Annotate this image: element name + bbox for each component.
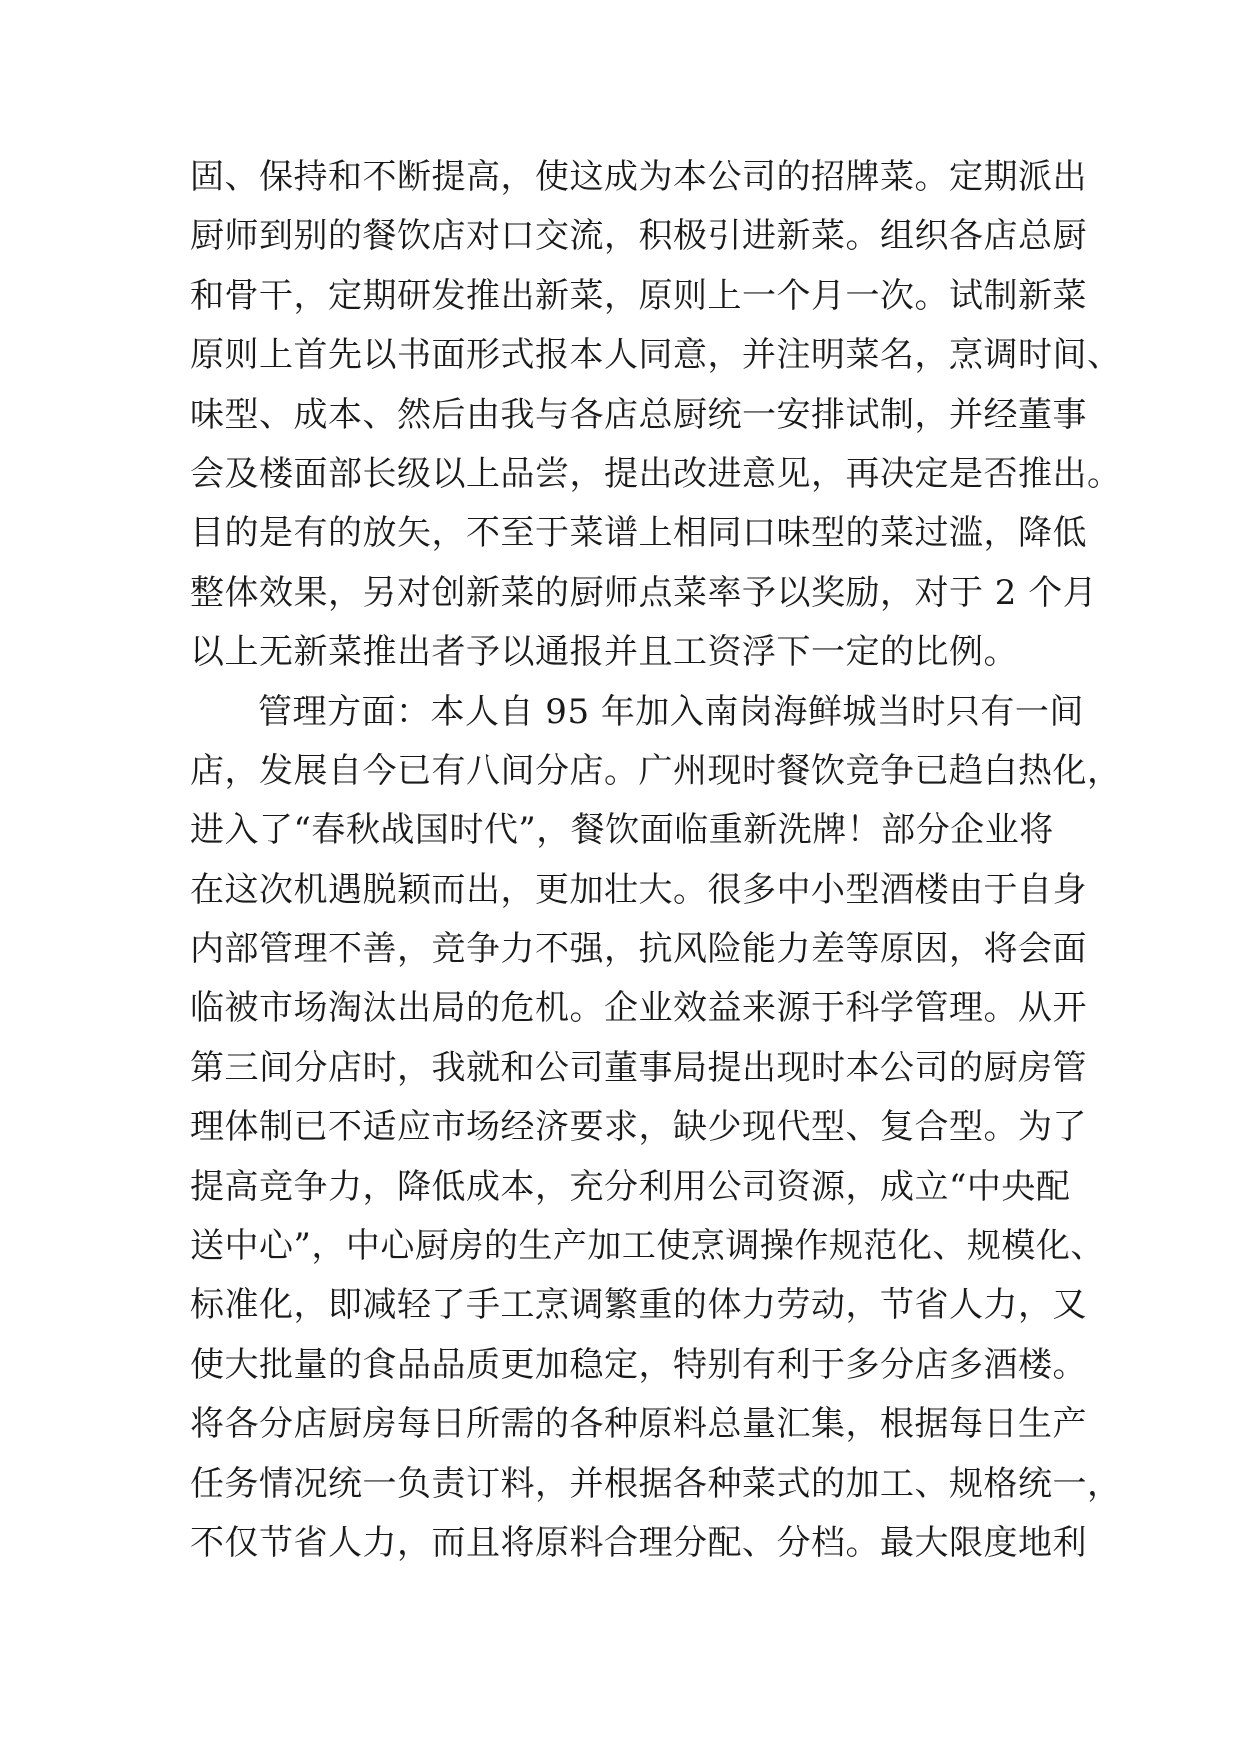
text-line: 在这次机遇脱颖而出，更加壮大。很多中小型酒楼由于自身 <box>190 869 1087 910</box>
text-line: 内部管理不善，竞争力不强，抗风险能力差等原因，将会面 <box>190 929 1087 970</box>
text-line: 和骨干，定期研发推出新菜，原则上一个月一次。试制新菜 <box>190 275 1087 316</box>
text-line: 送中心”，中心厨房的生产加工使烹调操作规范化、规模化、 <box>190 1226 1105 1267</box>
text-line: 原则上首先以书面形式报本人同意，并注明菜名，烹调时间、 <box>190 335 1122 376</box>
text-line: 不仅节省人力，而且将原料合理分配、分档。最大限度地利 <box>190 1522 1087 1563</box>
text-line: 提高竞争力，降低成本，充分利用公司资源，成立“中央配 <box>190 1166 1071 1207</box>
text-line: 目的是有的放矢，不至于菜谱上相同口味型的菜过滥，降低 <box>190 513 1087 554</box>
text-line: 店，发展自今已有八间分店。广州现时餐饮竞争已趋白热化， <box>190 750 1122 791</box>
text-line: 任务情况统一负责订料，并根据各种菜式的加工、规格统一， <box>190 1463 1122 1504</box>
paragraph-end-line: 以上无新菜推出者予以通报并且工资浮下一定的比例。 <box>190 632 1018 673</box>
text-line: 会及楼面部长级以上品尝，提出改进意见，再决定是否推出。 <box>190 453 1122 494</box>
text-line: 厨师到别的餐饮店对口交流，积极引进新菜。组织各店总厨 <box>190 216 1087 257</box>
text-line: 进入了“春秋战国时代”，餐饮面临重新洗牌！部分企业将 <box>190 810 1054 851</box>
text-line: 将各分店厨房每日所需的各种原料总量汇集，根据每日生产 <box>190 1404 1087 1445</box>
text-line: 味型、成本、然后由我与各店总厨统一安排试制，并经董事 <box>190 394 1087 435</box>
text-line: 整体效果，另对创新菜的厨师点菜率予以奖励，对于 2 个月 <box>190 572 1098 613</box>
text-line: 临被市场淘汰出局的危机。企业效益来源于科学管理。从开 <box>190 988 1087 1029</box>
text-line: 使大批量的食品品质更加稳定，特别有利于多分店多酒楼。 <box>190 1344 1087 1385</box>
body-text <box>190 148 1122 1573</box>
text-line: 理体制已不适应市场经济要求，缺少现代型、复合型。为了 <box>190 1107 1087 1148</box>
paragraph-first-line: 管理方面：本人自 95 年加入南岗海鲜城当时只有一间 <box>258 691 1084 732</box>
text-line: 标准化，即减轻了手工烹调繁重的体力劳动，节省人力，又 <box>190 1285 1087 1326</box>
text-line: 固、保持和不断提高，使这成为本公司的招牌菜。定期派出 <box>190 157 1087 197</box>
text-line: 第三间分店时，我就和公司董事局提出现时本公司的厨房管 <box>190 1047 1087 1088</box>
